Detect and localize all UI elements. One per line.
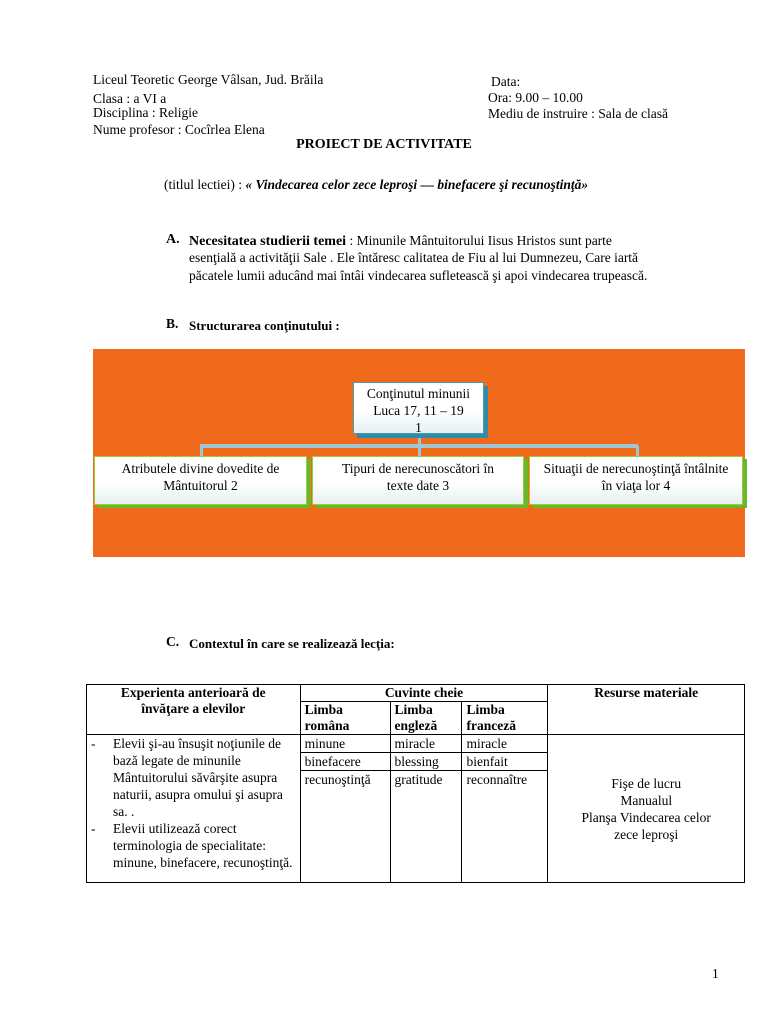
header-teacher: Nume profesor : Cocîrlea Elena (93, 122, 265, 137)
kw-en: blessing (390, 753, 462, 771)
kw-fr: bienfait (462, 753, 548, 771)
diagram-connector-right (636, 446, 639, 456)
section-b-marker: B. (166, 316, 179, 331)
col-experience-header: Experienta anterioară de învăţare a elevilor (87, 685, 301, 735)
resource-item: Manualul (620, 792, 673, 808)
header-discipline: Disciplina : Religie (93, 105, 198, 120)
subheader-english: Limba engleză (390, 702, 462, 735)
subheader-french: Limba franceză (462, 702, 548, 735)
diagram-root-line3: 1 (415, 420, 422, 435)
header-date: Data: (491, 74, 521, 89)
lesson-title (164, 177, 588, 193)
header-time: Ora: 9.00 – 10.00 (488, 90, 583, 105)
context-table (86, 684, 745, 883)
section-a-marker: A. (166, 232, 180, 247)
experience-item: - Elevii utilizează corect terminologia de specialitate: minune, binefacere, recunoştinţă. (87, 820, 300, 871)
diagram-child2-line2: texte date 3 (386, 478, 450, 493)
header-environment: Mediu de instruire : Sala de clasă (488, 106, 668, 121)
col-keywords-header: Cuvinte cheie (300, 685, 548, 702)
diagram-child-attributes (94, 456, 307, 505)
resource-item: Fişe de lucru (611, 775, 682, 791)
section-a-line1: : Minunile Mântuitorului Iisus Hristos sunt parte (346, 233, 612, 248)
diagram-connector-middle (418, 446, 421, 456)
section-b-heading: Structurarea conţinutului : (189, 318, 340, 333)
header-class: Clasa : a VI a (93, 91, 167, 106)
lesson-title-text: « Vindecarea celor zece leproşi — binefacere şi recunoştinţă» (245, 177, 589, 192)
experience-item: - Elevii şi-au însuşit noţiunile de bază legate de minunile Mântuitorului săvârşite asupra naturii, asupra omului şi asupra sa. . (87, 735, 300, 820)
resources-cell (548, 735, 745, 883)
diagram-child1-line2: Mântuitorul 2 (163, 478, 238, 493)
kw-fr: miracle (462, 735, 548, 753)
section-a-line3: păcatele lumii aducând mai întâi vindecarea sufletească şi apoi vindecarea trupească. (189, 268, 648, 283)
kw-en: gratitude (390, 771, 462, 883)
section-a-line2: esenţială a activităţii Sale . Ele întăresc calitatea de Fiu al lui Dumnezeu, Care iartă (189, 250, 639, 265)
diagram-connector-left (200, 446, 203, 456)
kw-ro: minune (300, 735, 390, 753)
section-a-body (189, 232, 721, 251)
diagram-child2-line1: Tipuri de nerecunoscători în (341, 461, 495, 476)
section-c-marker: C. (166, 634, 180, 649)
section-c-heading: Contextul în care se realizează lecţia: (189, 636, 395, 651)
kw-ro: binefacere (300, 753, 390, 771)
diagram-root-node (353, 382, 484, 434)
lesson-title-prefix: (titlul lectiei) : (164, 177, 246, 192)
diagram-child-situations (529, 456, 743, 505)
diagram-child3-line2: în viaţa lor 4 (601, 478, 671, 493)
section-a-heading: Necesitatea studierii temei (189, 234, 347, 249)
kw-en: miracle (390, 735, 462, 753)
experience-cell (87, 735, 301, 883)
diagram-child1-line1: Atributele divine dovedite de (121, 461, 280, 476)
col-resources-header: Resurse materiale (548, 685, 745, 735)
table-header-row (87, 685, 745, 702)
resource-item: zece leproşi (614, 826, 679, 842)
kw-ro: recunoştinţă (300, 771, 390, 883)
page-title: PROIECT DE ACTIVITATE (296, 137, 472, 152)
diagram-root-line1: Conţinutul minunii (366, 386, 471, 401)
table-row (87, 735, 745, 753)
resource-item: Planşa Vindecarea celor (581, 809, 711, 825)
page-number: 1 (712, 966, 719, 981)
diagram-child3-line1: Situaţii de nerecunoştinţă întâlnite (543, 461, 729, 476)
subheader-romanian: Limba româna (300, 702, 390, 735)
diagram-child-ungrateful-types (312, 456, 524, 505)
diagram-root-line2: Luca 17, 11 – 19 (373, 403, 464, 418)
header-school: Liceul Teoretic George Vâlsan, Jud. Brăila (93, 72, 324, 87)
kw-fr: reconnaître (462, 771, 548, 883)
